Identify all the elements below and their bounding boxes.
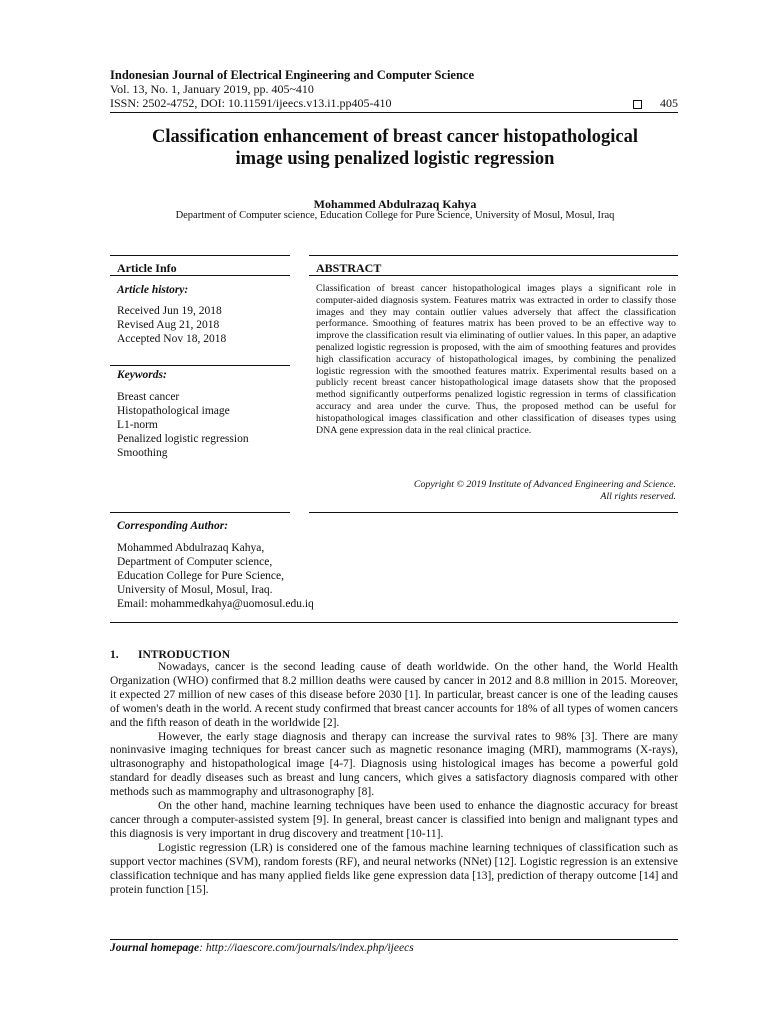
paragraph: On the other hand, machine learning techniques have been used to enhance the diagnostic accuracy for breast cancer through a computer-assisted system [9]. In general, breast cancer is classified into benign and malignant types and this diagnosis is very important in drug discovery and treatment [10-11]. xyxy=(110,800,678,840)
abstract-heading: ABSTRACT xyxy=(316,261,382,275)
journal-homepage-footer xyxy=(110,942,414,954)
introduction-body xyxy=(110,661,678,897)
keywords-label: Keywords: xyxy=(117,369,167,381)
homepage-url-link[interactable]: http://iaescore.com/journals/index.php/ijeecs xyxy=(205,942,414,954)
homepage-colon: : xyxy=(199,942,206,954)
received-date: Received Jun 19, 2018 xyxy=(117,305,222,317)
abstract-text: Classification of breast cancer histopathological images plays a significant role in computer-aided diagnosis system. Features matrix was extracted in order to classify those images and they may contain outlier values adversely that affect the classification performance. Smoothing of features matrix has been proved to be an effective way to improve the classification result via eliminating of outlier values. In this paper, an adaptive penalized logistic regression is proposed, with the aim of smoothing features and provides high classification accuracy of histopathological images, by combining the penalized logistic regression with the smoothed features matrix. Experimental results based on a publicly recent breast cancer histopathological image datasets show that the proposed method significantly outperforms penalized logistic regression in terms of classification accuracy and area under the curve. Thus, the proposed method can be useful for histopathological images classification and other classification of diseases types using DNA gene expression data in the real clinical practice. xyxy=(316,283,676,436)
footer-rule xyxy=(110,939,678,940)
keywords-list xyxy=(117,390,249,460)
corresponding-author-label: Corresponding Author: xyxy=(117,520,229,532)
corresponding-author-details xyxy=(117,541,314,611)
corresponding-university: University of Mosul, Mosul, Iraq. xyxy=(117,584,273,596)
author-affiliation: Department of Computer science, Education College for Pure Science, University of Mosul, Mosul, Iraq xyxy=(175,210,615,221)
abstract-bottom-rule xyxy=(309,512,678,513)
copyright-line-2: All rights reserved. xyxy=(600,491,676,502)
title-line-1: Classification enhancement of breast cancer histopathological xyxy=(152,127,638,147)
revised-date: Revised Aug 21, 2018 xyxy=(117,319,220,331)
article-history-label: Article history: xyxy=(117,284,189,296)
journal-name: Indonesian Journal of Electrical Engineering and Computer Science xyxy=(110,68,475,82)
issn-doi: ISSN: 2502-4752, DOI: 10.11591/ijeecs.v13.i1.pp405-410 xyxy=(110,96,392,110)
front-matter-bottom-rule xyxy=(110,622,678,623)
author-name: Mohammed Abdulrazaq Kahya xyxy=(313,197,477,211)
paper-title xyxy=(100,126,690,170)
section-title: INTRODUCTION xyxy=(138,649,231,661)
corresponding-email[interactable]: Email: mohammedkahya@uomosul.edu.iq xyxy=(117,598,314,610)
homepage-label: Journal homepage xyxy=(110,942,200,954)
header-rule xyxy=(110,112,678,113)
keyword-item: Breast cancer xyxy=(117,391,180,403)
keyword-item: Penalized logistic regression xyxy=(117,433,249,445)
paragraph: Logistic regression (LR) is considered one of the famous machine learning techniques of classification such as support vector machines (SVM), random forests (RF), and neural networks (NNet) [12]. Logistic regression is an extensive classification technique and has many applied fields like gene expression data [13], prediction of therapy outcome [14] and protein function [15]. xyxy=(110,841,678,896)
keywords-rule xyxy=(110,512,290,513)
accepted-date: Accepted Nov 18, 2018 xyxy=(117,333,227,345)
title-line-2: image using penalized logistic regression xyxy=(235,149,555,169)
copyright-notice xyxy=(316,479,676,503)
keyword-item: Smoothing xyxy=(117,447,168,459)
section-heading xyxy=(110,649,230,661)
corresponding-name: Mohammed Abdulrazaq Kahya, xyxy=(117,542,265,554)
abstract-top-rule xyxy=(309,255,678,256)
info-top-rule xyxy=(110,255,290,256)
history-rule xyxy=(110,365,290,366)
square-bullet-icon xyxy=(633,100,642,109)
article-info-heading: Article Info xyxy=(117,261,177,275)
copyright-line-1: Copyright © 2019 Institute of Advanced Engineering and Science. xyxy=(413,479,676,490)
running-header xyxy=(110,68,680,110)
corresponding-department: Department of Computer science, xyxy=(117,556,273,568)
corresponding-college: Education College for Pure Science, xyxy=(117,570,285,582)
keyword-item: Histopathological image xyxy=(117,405,230,417)
paragraph: However, the early stage diagnosis and therapy can increase the survival rates to 98% [3]. There are many noninvasive imaging techniques for breast cancer such as magnetic resonance imaging (MRI), mammograms (X-rays), ultrasonography and histopathological image [4-7]. Diagnosis using histological images has become a powerful gold standard for deadly diseases such as breast and lung cancers, which gives a satisfactory diagnosis compared with other methods such as mammography and ultrasonography [8]. xyxy=(110,730,678,799)
article-history-list xyxy=(117,304,226,346)
keyword-item: L1-norm xyxy=(117,419,158,431)
page-number: 405 xyxy=(660,96,678,110)
volume-info: Vol. 13, No. 1, January 2019, pp. 405~410 xyxy=(110,82,314,96)
section-number: 1. xyxy=(110,649,119,661)
paragraph: Nowadays, cancer is the second leading cause of death worldwide. On the other hand, the World Health Organization (WHO) confirmed that 8.2 million deaths were caused by cancer in 2012 and 8.8 million in 2015. Moreover, it expected 27 million of new cases of this disease before 2030 [1]. In particular, breast cancer is one of the leading causes of women's death in the world. A recent study confirmed that breast cancer accounts for 18% of all types of women cancers and the fifth reason of death in the worldwide [2]. xyxy=(110,661,678,729)
